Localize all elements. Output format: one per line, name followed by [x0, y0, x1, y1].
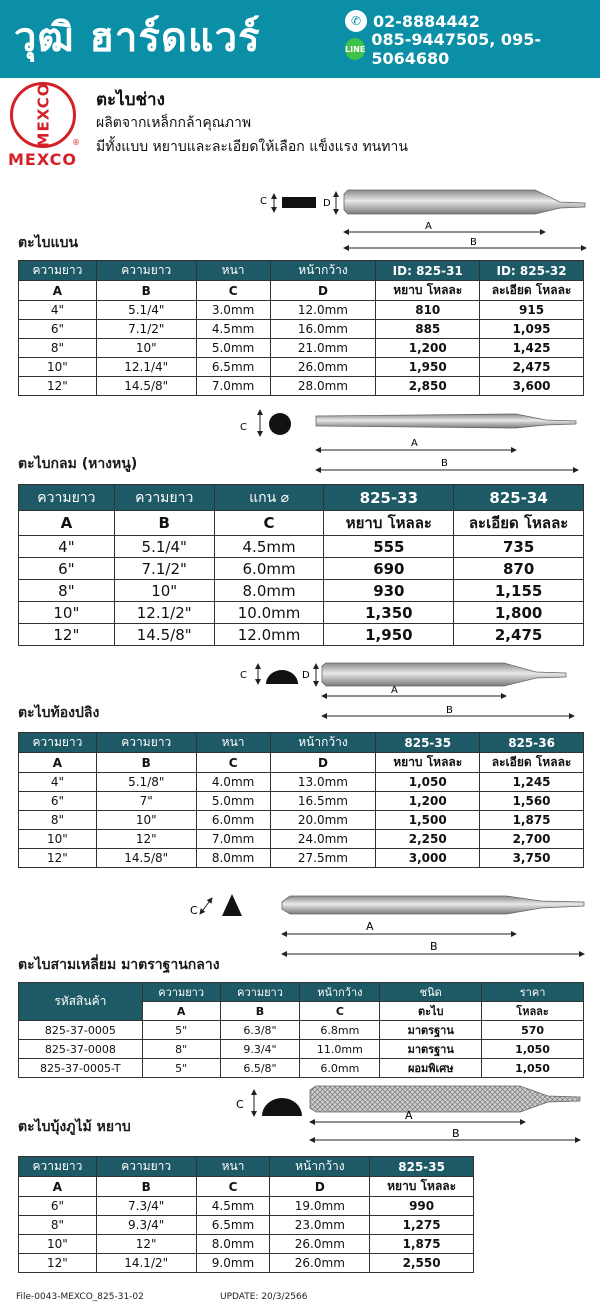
table-cell: 19.0mm: [270, 1197, 370, 1216]
table-cell: 6.0mm: [214, 558, 324, 580]
footer-file-id: File-0043-MEXCO_825-31-02: [16, 1292, 144, 1302]
table-cell: 12": [19, 1254, 97, 1273]
table-cell: 5.0mm: [196, 792, 270, 811]
table-cell: 3.0mm: [196, 301, 270, 320]
flat-b-label: B: [470, 237, 477, 248]
table-cell: 6.8mm: [300, 1021, 380, 1040]
flat-file-table: [18, 260, 584, 396]
col-subheader: B: [220, 1002, 300, 1021]
table-row: [19, 377, 584, 396]
triangle-file-title: ตะไบสามเหลี่ยม มาตราฐานกลาง: [18, 957, 220, 973]
table-cell: 8": [19, 580, 115, 602]
col-header: หนา: [196, 733, 270, 753]
flat-a-label: A: [425, 221, 432, 232]
col-header: หน้ากว้าง: [270, 261, 376, 281]
table-cell: 4.5mm: [214, 536, 324, 558]
col-header: ชนิด: [380, 983, 482, 1002]
table-cell: 12": [19, 624, 115, 646]
table-row: [19, 301, 584, 320]
table-cell: 10": [19, 830, 97, 849]
table-cell: 12.1/4": [96, 358, 196, 377]
price-cell: 1,560: [480, 792, 584, 811]
col-subheader: ละเอียด โหลละ: [480, 753, 584, 773]
price-cell: 870: [454, 558, 584, 580]
table-cell: 16.0mm: [270, 320, 376, 339]
table-cell: 10.0mm: [214, 602, 324, 624]
price-cell: 1,245: [480, 773, 584, 792]
col-subheader: ตะไบ: [380, 1002, 482, 1021]
flat-c-label: C: [260, 196, 267, 207]
table-cell: 12": [19, 849, 97, 868]
flat-file-diagram: [260, 186, 590, 258]
table-row: [19, 1021, 584, 1040]
price-cell: 3,600: [480, 377, 584, 396]
table-cell: 9.3/4": [96, 1216, 196, 1235]
triangle-file-table: [18, 982, 584, 1078]
triangle-c-label: C: [190, 904, 198, 917]
col-subheader: A: [142, 1002, 220, 1021]
table-row: [19, 339, 584, 358]
round-b-label: B: [441, 458, 448, 469]
price-cell: 1,350: [324, 602, 454, 624]
rasp-a-label: A: [405, 1109, 413, 1122]
table-cell: 10": [19, 1235, 97, 1254]
table-cell: 6": [19, 320, 97, 339]
price-cell: 1,950: [324, 624, 454, 646]
rasp-file-table: [18, 1156, 474, 1273]
table-cell: 21.0mm: [270, 339, 376, 358]
table-cell: 8": [19, 339, 97, 358]
rasp-b-label: B: [452, 1127, 460, 1140]
round-file-diagram: [236, 404, 590, 478]
col-subheader: A: [19, 511, 115, 536]
table-cell: 14.5/8": [96, 849, 196, 868]
rasp-file-diagram: [230, 1082, 590, 1146]
table-cell: 12.0mm: [214, 624, 324, 646]
round-a-label: A: [411, 438, 418, 449]
round-c-label: C: [240, 422, 247, 433]
table-cell: 6.0mm: [300, 1059, 380, 1078]
table-cell: 10": [96, 811, 196, 830]
col-subheader: ละเอียด โหลละ: [454, 511, 584, 536]
price-cell: 1,050: [376, 773, 480, 792]
table-row: [19, 1040, 584, 1059]
table-cell: 14.5/8": [96, 377, 196, 396]
price-cell: 1,500: [376, 811, 480, 830]
flat-d-label: D: [323, 198, 331, 209]
line-icon: LINE: [345, 38, 365, 60]
table-row: [19, 830, 584, 849]
col-subheader: C: [196, 753, 270, 773]
price-cell: 3,000: [376, 849, 480, 868]
table-cell: 8": [19, 811, 97, 830]
col-subheader: หยาบ โหลละ: [370, 1177, 474, 1197]
mexco-logo: [8, 82, 80, 169]
col-header: ราคา: [482, 983, 584, 1002]
col-header: แกน ⌀: [214, 485, 324, 511]
table-cell: 28.0mm: [270, 377, 376, 396]
col-subheader: D: [270, 753, 376, 773]
price-cell: 915: [480, 301, 584, 320]
col-subheader: A: [19, 281, 97, 301]
price-cell: 1,950: [376, 358, 480, 377]
table-cell: 10": [114, 580, 214, 602]
table-cell: 7.1/2": [96, 320, 196, 339]
col-subheader: A: [19, 753, 97, 773]
col-subheader: C: [214, 511, 324, 536]
table-row: [19, 536, 584, 558]
price-cell: 1,095: [480, 320, 584, 339]
table-cell: 26.0mm: [270, 358, 376, 377]
table-row: [19, 1059, 584, 1078]
table-cell: 8.0mm: [196, 849, 270, 868]
half-b-label: B: [446, 705, 453, 716]
col-subheader: C: [196, 1177, 270, 1197]
table-row: [19, 624, 584, 646]
col-subheader: B: [114, 511, 214, 536]
table-cell: 4": [19, 536, 115, 558]
table-row: [19, 320, 584, 339]
table-cell: 7.1/2": [114, 558, 214, 580]
table-row: [19, 558, 584, 580]
table-cell: 6.5/8": [220, 1059, 300, 1078]
table-cell: 23.0mm: [270, 1216, 370, 1235]
table-cell: 8": [19, 1216, 97, 1235]
intro-line-1: ผลิตจากเหล็กกล้าคุณภาพ: [96, 115, 252, 131]
col-header: รหัสสินค้า: [19, 983, 143, 1021]
table-cell: 5.1/4": [96, 301, 196, 320]
table-cell: 27.5mm: [270, 849, 376, 868]
table-row: [19, 358, 584, 377]
header-bar: [0, 0, 600, 78]
col-header: ความยาว: [96, 261, 196, 281]
logo-name: MEXCO: [8, 150, 77, 169]
price-cell: 735: [454, 536, 584, 558]
table-cell: 9.0mm: [196, 1254, 270, 1273]
col-header: หน้ากว้าง: [270, 733, 376, 753]
table-cell: 4.5mm: [196, 320, 270, 339]
triangle-b-label: B: [430, 940, 438, 953]
table-row: [19, 1197, 474, 1216]
flat-file-title: ตะไบแบน: [18, 235, 79, 251]
table-cell: 26.0mm: [270, 1235, 370, 1254]
half-round-file-title: ตะไบท้องปลิง: [18, 705, 100, 721]
col-header: 825-33: [324, 485, 454, 511]
price-cell: 1,200: [376, 792, 480, 811]
rasp-c-label: C: [236, 1098, 244, 1111]
price-cell: 1,800: [454, 602, 584, 624]
table-cell: 24.0mm: [270, 830, 376, 849]
col-subheader: D: [270, 1177, 370, 1197]
table-cell: 7.0mm: [196, 830, 270, 849]
rasp-file-title: ตะไบบุ้งภูไม้ หยาบ: [18, 1119, 131, 1135]
price-cell: 1,875: [480, 811, 584, 830]
price-cell: 570: [482, 1021, 584, 1040]
half-round-file-diagram: [236, 660, 590, 724]
table-cell: 6.5mm: [196, 1216, 270, 1235]
brand-title: วุฒิ ฮาร์ดแวร์: [14, 15, 261, 61]
price-cell: 1,200: [376, 339, 480, 358]
table-cell: 6.5mm: [196, 358, 270, 377]
col-subheader: หยาบ โหลละ: [376, 753, 480, 773]
price-cell: 2,550: [370, 1254, 474, 1273]
col-header: ความยาว: [19, 733, 97, 753]
round-file-table: [18, 484, 584, 646]
table-cell: 4.0mm: [196, 773, 270, 792]
price-cell: 1,050: [482, 1059, 584, 1078]
product-code-cell: 825-37-0005: [19, 1021, 143, 1040]
col-header: ความยาว: [96, 1157, 196, 1177]
price-cell: 1,275: [370, 1216, 474, 1235]
half-d-label: D: [302, 670, 310, 681]
col-header: ID: 825-31: [376, 261, 480, 281]
table-cell: 7.0mm: [196, 377, 270, 396]
logo-circle: [10, 82, 76, 148]
col-header: ความยาว: [114, 485, 214, 511]
table-cell: 11.0mm: [300, 1040, 380, 1059]
price-cell: 1,875: [370, 1235, 474, 1254]
type-cell: มาตรฐาน: [380, 1040, 482, 1059]
table-cell: 14.5/8": [114, 624, 214, 646]
table-cell: 12.0mm: [270, 301, 376, 320]
table-cell: 6.3/8": [220, 1021, 300, 1040]
col-subheader: B: [96, 1177, 196, 1197]
table-cell: 6.0mm: [196, 811, 270, 830]
table-row: [19, 849, 584, 868]
col-subheader: D: [270, 281, 376, 301]
col-subheader: หยาบ โหลละ: [324, 511, 454, 536]
table-row: [19, 1216, 474, 1235]
col-subheader: โหลละ: [482, 1002, 584, 1021]
registered-mark: ®: [72, 138, 80, 147]
table-cell: 5.1/8": [96, 773, 196, 792]
table-cell: 9.3/4": [220, 1040, 300, 1059]
price-cell: 2,250: [376, 830, 480, 849]
table-row: [19, 811, 584, 830]
round-file-title: ตะไบกลม (หางหนู): [18, 456, 138, 472]
table-cell: 20.0mm: [270, 811, 376, 830]
table-cell: 12": [96, 830, 196, 849]
price-cell: 2,475: [480, 358, 584, 377]
table-cell: 26.0mm: [270, 1254, 370, 1273]
table-cell: 12.1/2": [114, 602, 214, 624]
col-header: หน้ากว้าง: [300, 983, 380, 1002]
col-subheader: ละเอียด โหลละ: [480, 281, 584, 301]
product-code-cell: 825-37-0005-T: [19, 1059, 143, 1078]
table-cell: 6": [19, 1197, 97, 1216]
half-a-label: A: [391, 685, 398, 696]
type-cell: มาตรฐาน: [380, 1021, 482, 1040]
price-cell: 1,425: [480, 339, 584, 358]
col-header: ความยาว: [19, 1157, 97, 1177]
table-cell: 5": [142, 1059, 220, 1078]
footer-update: UPDATE: 20/3/2566: [220, 1292, 308, 1302]
table-cell: 16.5mm: [270, 792, 376, 811]
table-cell: 8.0mm: [196, 1235, 270, 1254]
intro-line-2: มีทั้งแบบ หยาบและละเอียดให้เลือก แข็งแรง ทนทาน: [96, 139, 408, 155]
table-row: [19, 1235, 474, 1254]
col-header: 825-35: [376, 733, 480, 753]
col-header: หนา: [196, 261, 270, 281]
price-cell: 2,850: [376, 377, 480, 396]
price-cell: 555: [324, 536, 454, 558]
col-subheader: หยาบ โหลละ: [376, 281, 480, 301]
table-cell: 6": [19, 792, 97, 811]
price-cell: 885: [376, 320, 480, 339]
table-row: [19, 773, 584, 792]
intro-title: ตะไบช่าง: [96, 90, 165, 110]
price-cell: 690: [324, 558, 454, 580]
price-cell: 1,050: [482, 1040, 584, 1059]
col-subheader: C: [300, 1002, 380, 1021]
col-header: 825-35: [370, 1157, 474, 1177]
col-header: ความยาว: [19, 485, 115, 511]
col-header: ความยาว: [96, 733, 196, 753]
table-cell: 12": [96, 1235, 196, 1254]
table-cell: 10": [19, 358, 97, 377]
col-header: ความยาว: [19, 261, 97, 281]
col-header: ID: 825-32: [480, 261, 584, 281]
price-cell: 2,700: [480, 830, 584, 849]
table-cell: 8.0mm: [214, 580, 324, 602]
table-row: [19, 580, 584, 602]
table-cell: 6": [19, 558, 115, 580]
phone-number: 02-8884442: [373, 11, 480, 31]
col-header: ความยาว: [142, 983, 220, 1002]
table-cell: 5": [142, 1021, 220, 1040]
price-cell: 810: [376, 301, 480, 320]
triangle-file-diagram: [186, 884, 590, 960]
col-subheader: A: [19, 1177, 97, 1197]
table-cell: 10": [96, 339, 196, 358]
phone-icon: ✆: [345, 10, 367, 32]
table-cell: 14.1/2": [96, 1254, 196, 1273]
logo-circle-text: MEXCO: [34, 82, 52, 148]
table-cell: 4.5mm: [196, 1197, 270, 1216]
table-cell: 13.0mm: [270, 773, 376, 792]
mobile-numbers: 085-9447505, 095-5064680: [371, 30, 541, 68]
table-cell: 5.1/4": [114, 536, 214, 558]
col-header: หน้ากว้าง: [270, 1157, 370, 1177]
table-cell: 8": [142, 1040, 220, 1059]
col-header: 825-36: [480, 733, 584, 753]
triangle-a-label: A: [366, 920, 374, 933]
half-c-label: C: [240, 670, 247, 681]
table-cell: 7": [96, 792, 196, 811]
table-row: [19, 792, 584, 811]
table-row: [19, 1254, 474, 1273]
table-cell: 5.0mm: [196, 339, 270, 358]
table-cell: 7.3/4": [96, 1197, 196, 1216]
price-cell: 990: [370, 1197, 474, 1216]
col-header: ความยาว: [220, 983, 300, 1002]
col-subheader: C: [196, 281, 270, 301]
table-cell: 4": [19, 301, 97, 320]
table-row: [19, 602, 584, 624]
half-round-file-table: [18, 732, 584, 868]
col-header: หนา: [196, 1157, 270, 1177]
col-subheader: B: [96, 281, 196, 301]
type-cell: ผอมพิเศษ: [380, 1059, 482, 1078]
product-code-cell: 825-37-0008: [19, 1040, 143, 1059]
table-cell: 12": [19, 377, 97, 396]
table-cell: 4": [19, 773, 97, 792]
price-cell: 2,475: [454, 624, 584, 646]
line-contact[interactable]: [345, 30, 600, 68]
price-cell: 1,155: [454, 580, 584, 602]
col-subheader: B: [96, 753, 196, 773]
price-cell: 3,750: [480, 849, 584, 868]
col-header: 825-34: [454, 485, 584, 511]
table-cell: 10": [19, 602, 115, 624]
price-cell: 930: [324, 580, 454, 602]
